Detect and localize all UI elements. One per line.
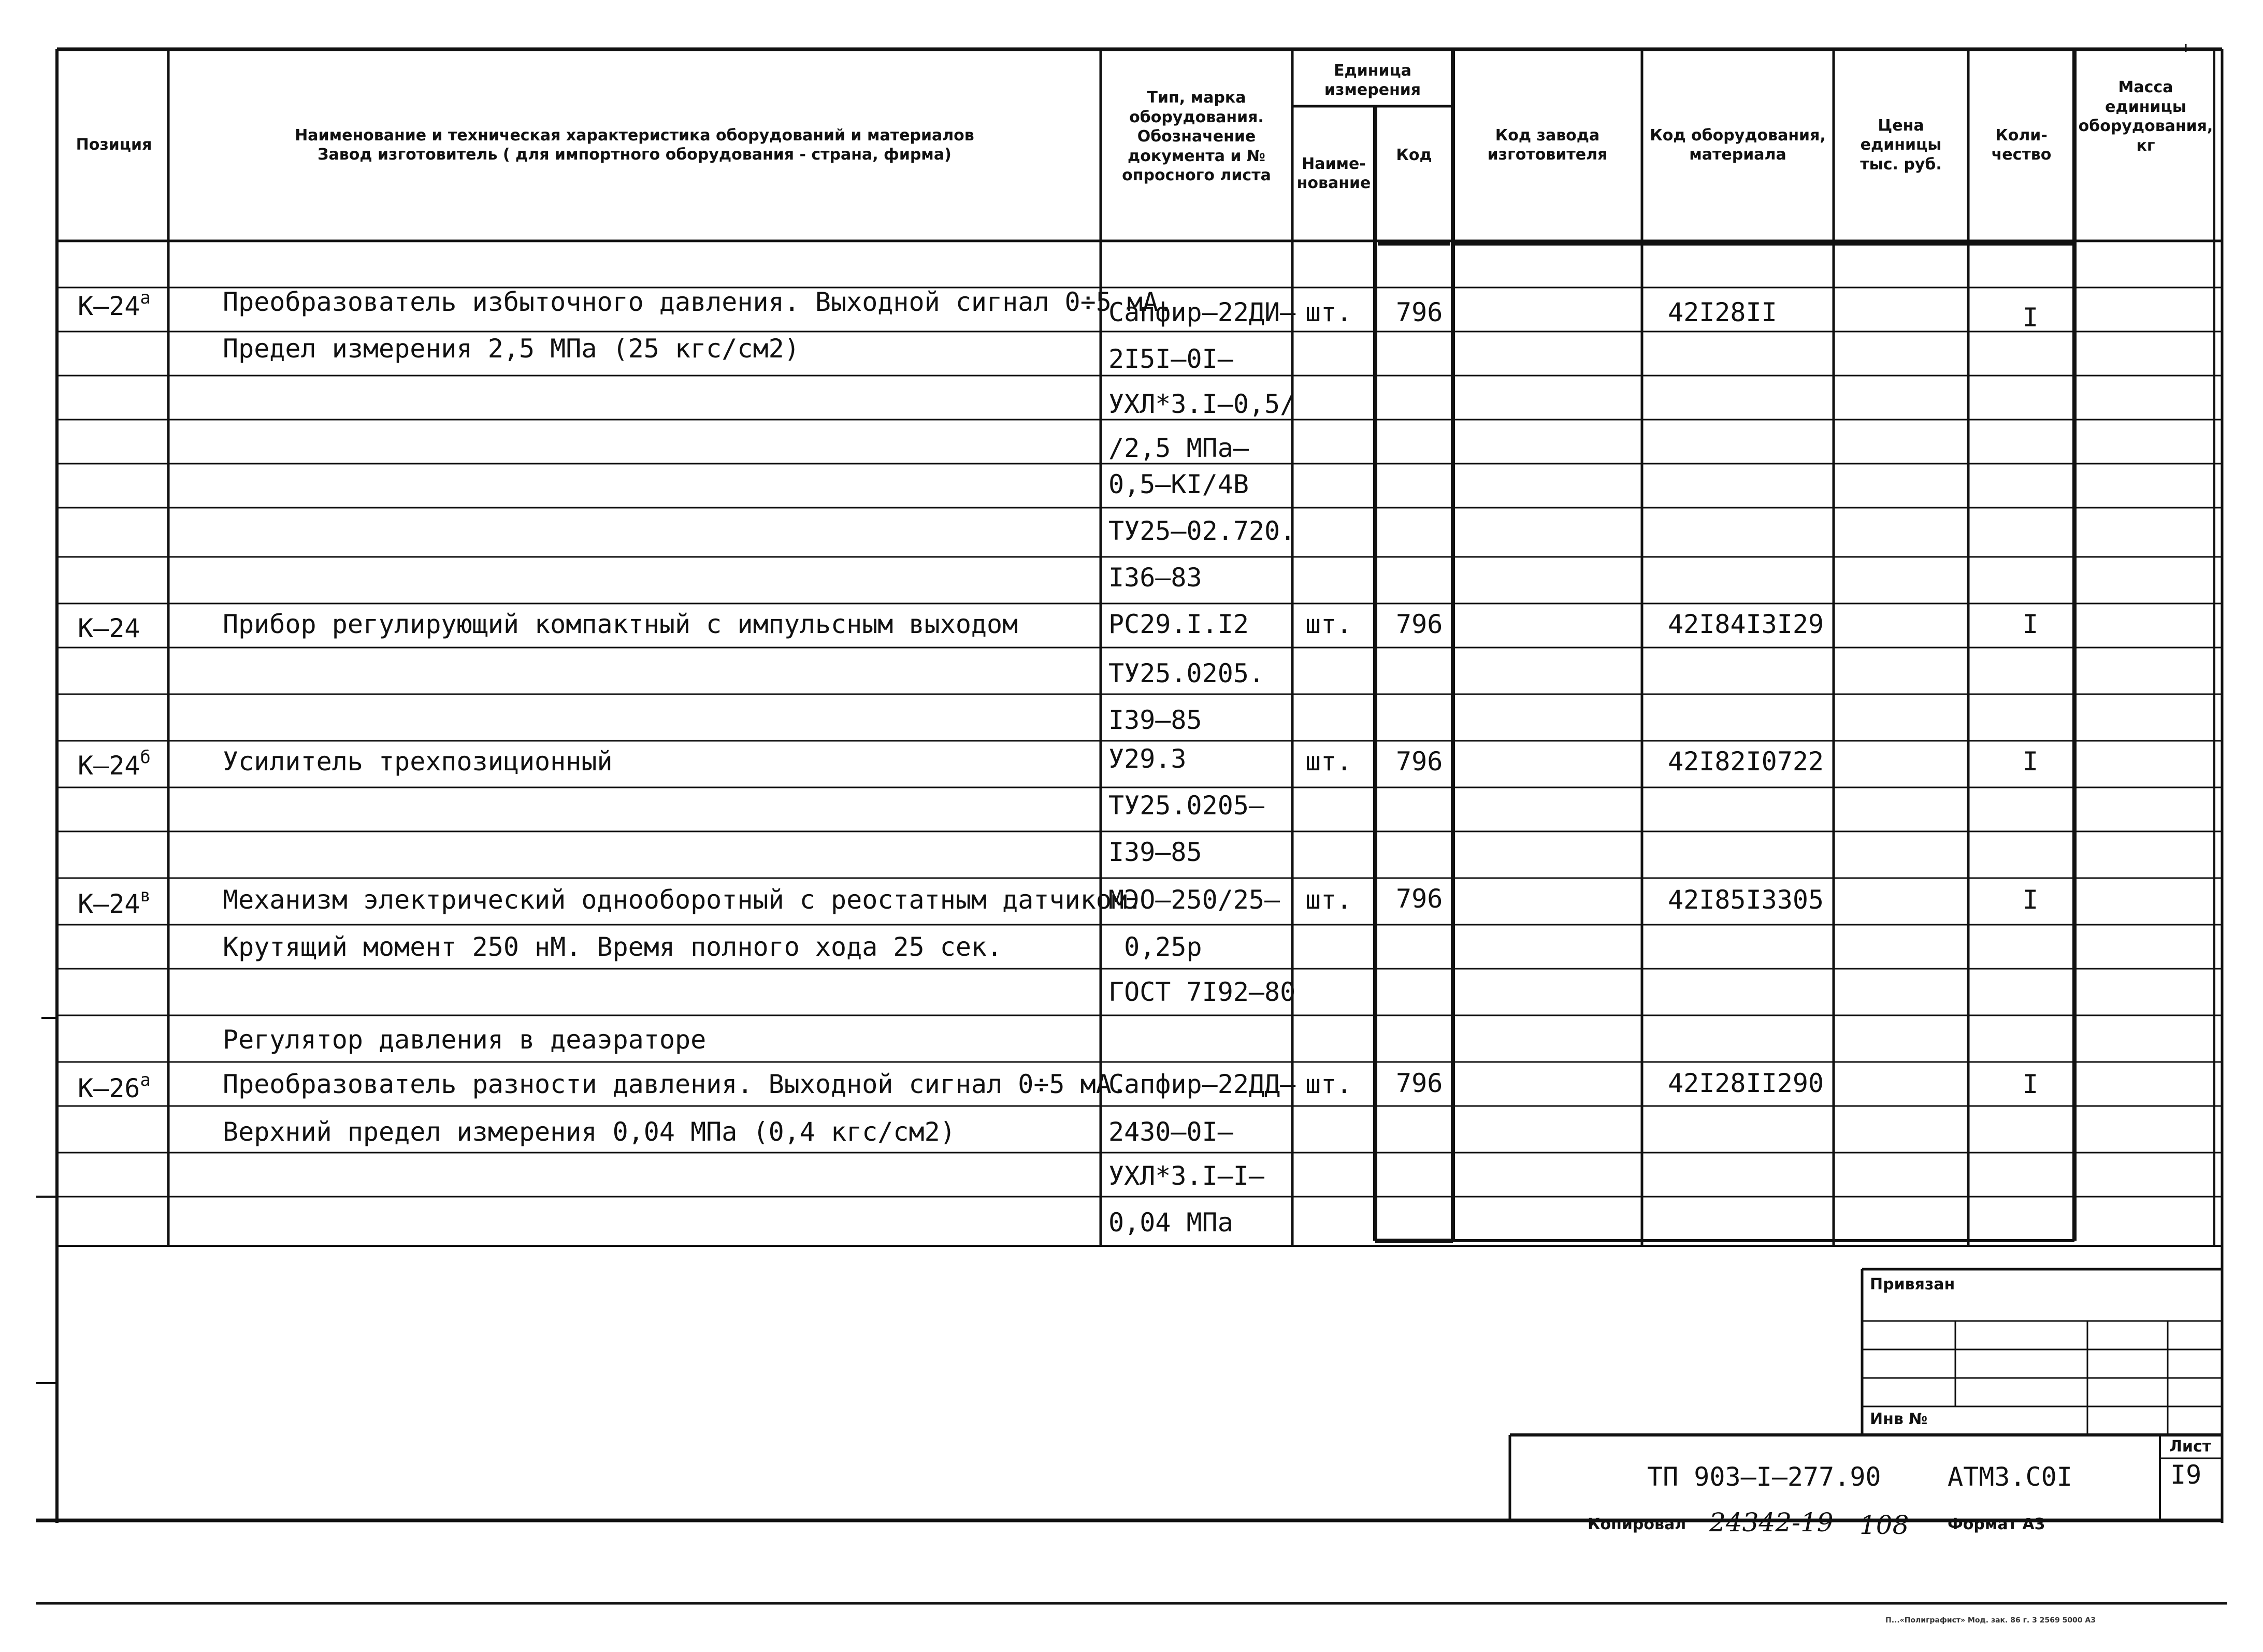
row-unit: шт. xyxy=(1305,746,1352,777)
row-equipment-code: 42I85I3305 xyxy=(1668,885,1824,915)
row-type: 2I5I–0I– xyxy=(1108,344,1233,374)
row-quantity: I xyxy=(2022,746,2039,777)
document-code: ТП 903–I–277.90 xyxy=(1647,1462,1881,1492)
handwritten-number: 108 xyxy=(1860,1510,1909,1540)
row-type: РС29.I.I2 xyxy=(1108,609,1249,639)
row-unit: шт. xyxy=(1305,297,1352,327)
header-position: Позиция xyxy=(76,136,152,154)
row-type: ТУ25–02.720. xyxy=(1108,516,1296,546)
row-type: 0,5–KI/4B xyxy=(1108,469,1249,499)
row-name: Предел измерения 2,5 МПа (25 кгс/см2) xyxy=(223,334,800,364)
row-name: Регулятор давления в деаэраторе xyxy=(223,1025,707,1055)
row-type: I39–85 xyxy=(1108,837,1202,867)
row-equipment-code: 42I28II xyxy=(1668,297,1777,327)
header-type: Тип, марка оборудования. Обозначение документа и № опросного листа xyxy=(1122,89,1271,184)
row-quantity: I xyxy=(2022,885,2039,915)
sheet-number: I9 xyxy=(2170,1460,2202,1490)
row-type: /2,5 МПа– xyxy=(1108,433,1249,463)
row-unit: шт. xyxy=(1305,609,1352,639)
row-type: 0,04 МПа xyxy=(1108,1208,1233,1238)
row-unit-code: 796 xyxy=(1396,746,1443,777)
inventory-number-label: Инв № xyxy=(1870,1410,1928,1428)
copied-value: 24342-19 xyxy=(1709,1507,1834,1538)
row-name: Механизм электрический однооборотный с реостатным датчиком. xyxy=(223,885,1143,915)
sheet-label: Лист xyxy=(2169,1438,2212,1456)
header-unit-group: Единица измерения xyxy=(1324,61,1421,99)
bound-label: Привязан xyxy=(1870,1275,1955,1294)
header-unit-name: Наиме- нование xyxy=(1296,154,1371,192)
row-type: У29.3 xyxy=(1108,744,1187,774)
row-type: I36–83 xyxy=(1108,563,1202,593)
header-unit-code: Код xyxy=(1396,146,1432,165)
row-quantity: I xyxy=(2022,1069,2039,1099)
row-quantity: I xyxy=(2022,303,2039,333)
row-type: УХЛ*3.I–I– xyxy=(1108,1161,1265,1191)
row-position: К–24 xyxy=(78,613,140,643)
header-mass: Масса единицы оборудования, кг xyxy=(2078,78,2213,155)
copied-label: Копировал xyxy=(1588,1515,1687,1533)
row-name: Усилитель трехпозиционный xyxy=(223,746,613,777)
header-name: Наименование и техническая характеристика оборудований и материалов Завод изготовитель ( для импортного оборудования - страна, фирма) xyxy=(295,126,974,164)
row-unit-code: 796 xyxy=(1396,609,1443,639)
row-type: ТУ25.0205. xyxy=(1108,658,1265,688)
header-price: Цена единицы тыс. руб. xyxy=(1860,116,1942,174)
row-quantity: I xyxy=(2022,609,2039,639)
row-type: ТУ25.0205– xyxy=(1108,791,1265,821)
row-unit: шт. xyxy=(1305,1069,1352,1099)
row-unit: шт. xyxy=(1305,885,1352,915)
row-unit-code: 796 xyxy=(1396,297,1443,327)
row-type: УХЛ*3.I–0,5/ xyxy=(1108,389,1296,419)
row-type: I39–85 xyxy=(1108,705,1202,735)
row-name: Преобразователь избыточного давления. Выходной сигнал 0÷5 мА. xyxy=(223,287,1174,317)
row-name: Верхний предел измерения 0,04 МПа (0,4 кгс/см2) xyxy=(223,1117,956,1147)
row-unit-code: 796 xyxy=(1396,884,1443,914)
row-position: $К-24^а$ xyxy=(78,288,151,321)
print-line: П...«Полиграфист» Мод. зак. 86 г. 3 2569 5000 А3 xyxy=(1885,1616,2096,1625)
row-position: $К-24^в$ xyxy=(78,885,151,919)
row-type: Сапфир–22ДД– xyxy=(1108,1069,1296,1099)
row-type: МЭО–250/25– xyxy=(1108,885,1280,915)
format-label: Формат А3 xyxy=(1948,1515,2045,1533)
row-type: Сапфир–22ДИ– xyxy=(1108,297,1296,327)
row-unit-code: 796 xyxy=(1396,1068,1443,1098)
row-type: 2430–0I– xyxy=(1108,1117,1233,1147)
row-equipment-code: 42I84I3I29 xyxy=(1668,609,1824,639)
row-equipment-code: 42I28II290 xyxy=(1668,1068,1824,1098)
header-plant-code: Код завода изготовителя xyxy=(1487,126,1608,164)
row-equipment-code: 42I82I0722 xyxy=(1668,746,1824,777)
row-name: Прибор регулирующий компактный с импульсным выходом xyxy=(223,609,1018,639)
row-type: ГОСТ 7I92–80 xyxy=(1108,977,1296,1007)
row-name: Преобразователь разности давления. Выходной сигнал 0÷5 мА. xyxy=(223,1069,1127,1099)
header-equipment-code: Код оборудования, материала xyxy=(1650,126,1826,164)
row-position: $К-24^б$ xyxy=(78,747,151,781)
header-quantity: Коли- чество xyxy=(1991,126,2052,164)
row-name: Крутящий момент 250 нМ. Время полного хода 25 сек. xyxy=(223,932,1003,962)
row-type: 0,25р xyxy=(1108,932,1202,962)
row-position: $К-26^а$ xyxy=(78,1070,151,1103)
document-mark: АТМЗ.С0I xyxy=(1948,1462,2072,1492)
